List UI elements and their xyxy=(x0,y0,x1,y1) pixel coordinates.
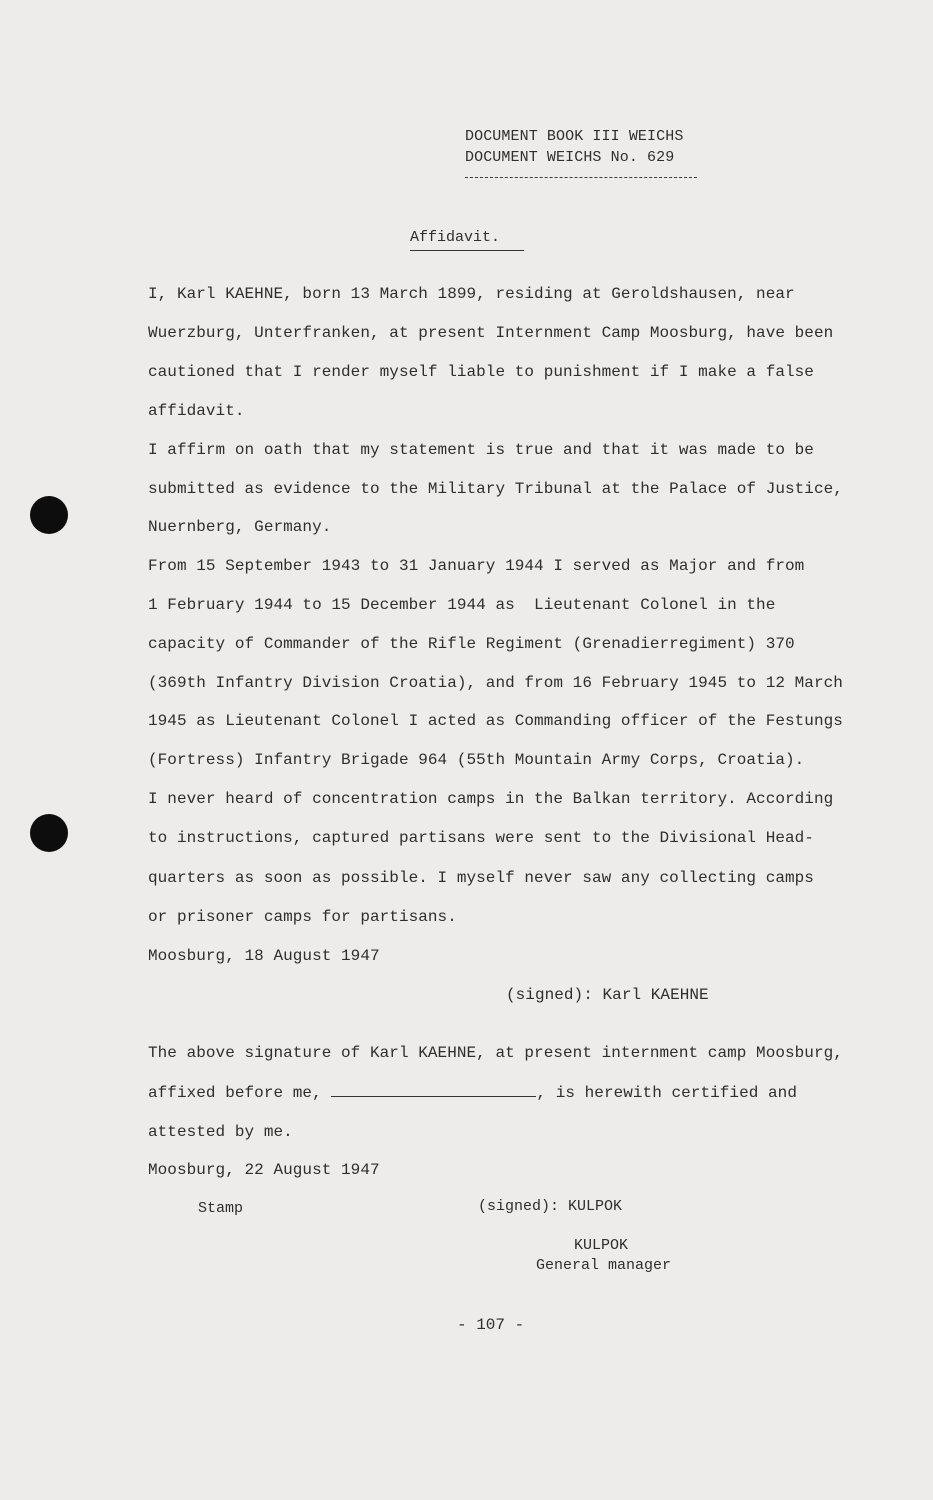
certifier-name: KULPOK xyxy=(574,1237,629,1254)
body-line: From 15 September 1943 to 31 January 1944 I served as Major and from xyxy=(148,557,805,575)
certification-line xyxy=(148,1082,797,1103)
body-line: or prisoner camps for partisans. xyxy=(148,908,457,926)
document-title: Affidavit. xyxy=(410,229,524,251)
body-line: I, Karl KAEHNE, born 13 March 1899, residing at Geroldshausen, near xyxy=(148,285,795,303)
body-line: affidavit. xyxy=(148,402,245,420)
body-line: submitted as evidence to the Military Tribunal at the Palace of Justice, xyxy=(148,480,843,498)
certifier-title: General manager xyxy=(536,1257,672,1274)
body-line: capacity of Commander of the Rifle Regiment (Grenadierregiment) 370 xyxy=(148,635,795,653)
document-book-label: DOCUMENT BOOK III WEICHS xyxy=(465,128,684,145)
signature-blank-line xyxy=(331,1082,536,1097)
header-divider xyxy=(465,177,697,178)
certification-date: Moosburg, 22 August 1947 xyxy=(148,1161,380,1179)
certifier-signature: (signed): KULPOK xyxy=(478,1198,623,1215)
punch-hole xyxy=(30,496,68,534)
body-line: Nuernberg, Germany. xyxy=(148,518,332,536)
certification-line: The above signature of Karl KAEHNE, at present internment camp Moosburg, xyxy=(148,1044,843,1062)
body-line: I never heard of concentration camps in the Balkan territory. According xyxy=(148,790,834,808)
document-header xyxy=(465,126,697,178)
body-line: to instructions, captured partisans were sent to the Divisional Head- xyxy=(148,829,814,847)
body-line: 1 February 1944 to 15 December 1944 as Lieutenant Colonel in the xyxy=(148,596,776,614)
body-line: 1945 as Lieutenant Colonel I acted as Commanding officer of the Festungs xyxy=(148,712,843,730)
certification-text: , is herewith certified and xyxy=(536,1084,797,1102)
body-line: I affirm on oath that my statement is true and that it was made to be xyxy=(148,441,814,459)
body-line: cautioned that I render myself liable to punishment if I make a false xyxy=(148,363,814,381)
document-number-label: DOCUMENT WEICHS No. 629 xyxy=(465,149,675,166)
body-line: Wuerzburg, Unterfranken, at present Internment Camp Moosburg, have been xyxy=(148,324,834,342)
stamp-label: Stamp xyxy=(198,1200,244,1217)
page-number: - 107 - xyxy=(457,1316,525,1334)
body-line: quarters as soon as possible. I myself never saw any collecting camps xyxy=(148,869,814,887)
certification-text: affixed before me, xyxy=(148,1084,332,1102)
certification-line: attested by me. xyxy=(148,1123,293,1141)
punch-hole xyxy=(30,814,68,852)
body-line: (Fortress) Infantry Brigade 964 (55th Mountain Army Corps, Croatia). xyxy=(148,751,805,769)
body-line: (369th Infantry Division Croatia), and from 16 February 1945 to 12 March xyxy=(148,674,843,692)
affidavit-date: Moosburg, 18 August 1947 xyxy=(148,947,380,965)
affiant-signature: (signed): Karl KAEHNE xyxy=(506,986,709,1004)
